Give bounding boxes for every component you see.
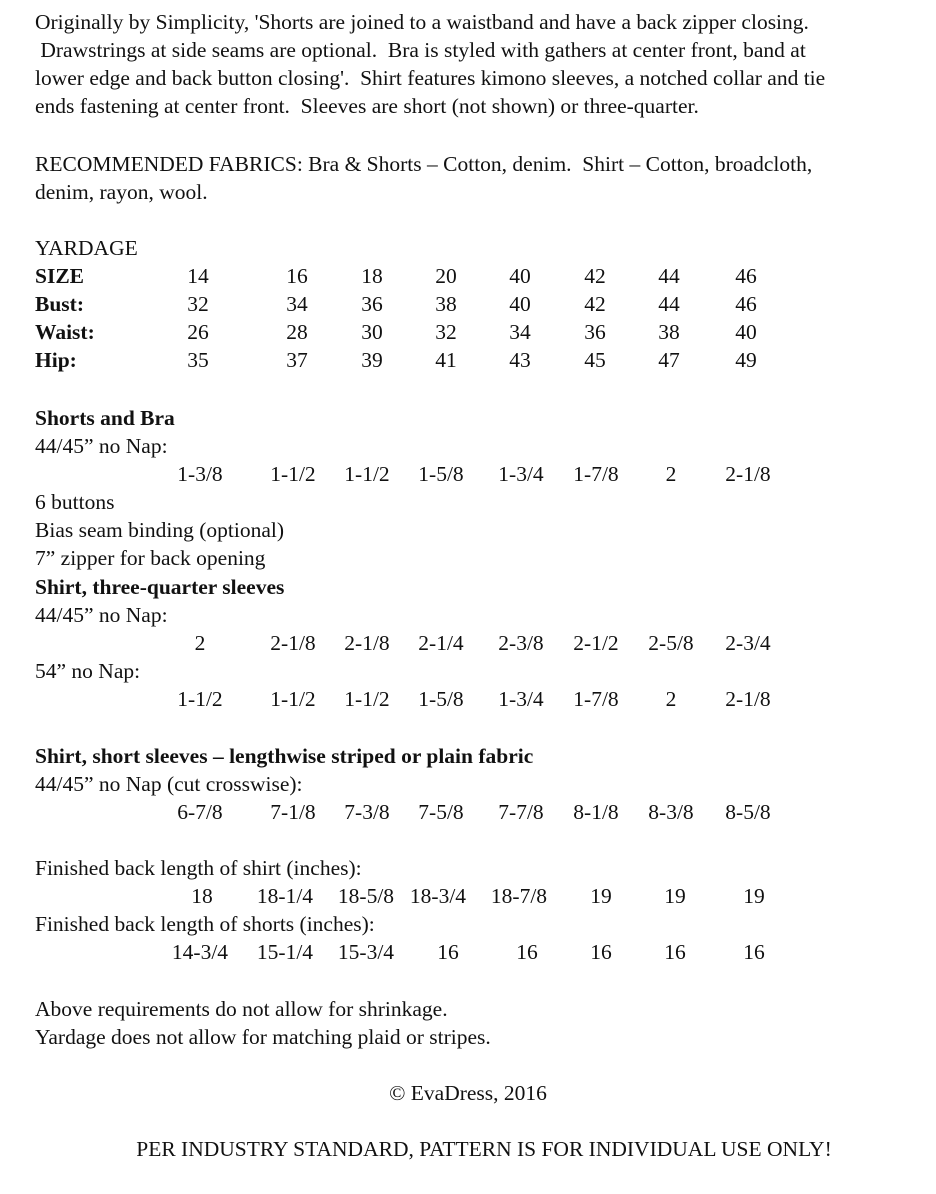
- shorts-bra-yardage: 1-5/8: [418, 462, 464, 486]
- size-table-value: 14: [187, 264, 209, 288]
- shorts-bra-yardage: 1-1/2: [270, 462, 316, 486]
- finished-shirt-length: 18-3/4: [409, 884, 467, 908]
- shirt-short-yardage: 8-3/8: [648, 800, 694, 824]
- size-table-value: 18: [361, 264, 383, 288]
- finished-shorts-length: 15-1/4: [256, 940, 314, 964]
- shirt-short-yardage: 7-5/8: [418, 800, 464, 824]
- intro-line: Originally by Simplicity, 'Shorts are joined to a waistband and have a back zipper closing.: [35, 10, 809, 34]
- intro-line: Drawstrings at side seams are optional. Bra is styled with gathers at center front, band at: [35, 38, 806, 62]
- size-table-value: 36: [361, 292, 383, 316]
- shorts-bra-yardage: 1-3/8: [177, 462, 223, 486]
- finished-shorts-label: Finished back length of shorts (inches):: [35, 912, 375, 936]
- shirt-tq-yardage-54: 2: [665, 687, 677, 711]
- finished-shorts-length: 16: [590, 940, 612, 964]
- shirt-tq-yardage-54: 2-1/8: [725, 687, 771, 711]
- size-table-value: 16: [286, 264, 308, 288]
- finished-shirt-length: 19: [664, 884, 686, 908]
- size-table-value: 35: [187, 348, 209, 372]
- shirt-tq-fabric2-label: 54” no Nap:: [35, 659, 141, 683]
- size-table-value: 37: [286, 348, 308, 372]
- size-table-value: 42: [584, 292, 606, 316]
- shirt-three-quarter-heading: Shirt, three-quarter sleeves: [35, 575, 285, 599]
- shirt-short-yardage: 6-7/8: [177, 800, 223, 824]
- size-row-label: SIZE: [35, 264, 85, 288]
- finished-shorts-length: 14-3/4: [171, 940, 229, 964]
- finished-shirt-length: 19: [743, 884, 765, 908]
- finished-shorts-length: 16: [437, 940, 459, 964]
- size-table-value: 26: [187, 320, 209, 344]
- size-table-value: 36: [584, 320, 606, 344]
- intro-line: lower edge and back button closing'. Shirt features kimono sleeves, a notched collar and tie: [35, 66, 826, 90]
- shirt-tq-yardage-54: 1-5/8: [418, 687, 464, 711]
- shirt-tq-yardage-4445: 2: [194, 631, 206, 655]
- size-table-value: 38: [658, 320, 680, 344]
- shirt-tq-yardage-54: 1-3/4: [498, 687, 544, 711]
- shirt-short-yardage: 7-1/8: [270, 800, 316, 824]
- shirt-tq-yardage-4445: 2-1/8: [344, 631, 390, 655]
- intro-line: ends fastening at center front. Sleeves are short (not shown) or three-quarter.: [35, 94, 699, 118]
- footer-notice: PER INDUSTRY STANDARD, PATTERN IS FOR INDIVIDUAL USE ONLY!: [136, 1137, 832, 1161]
- shirt-short-yardage: 7-3/8: [344, 800, 390, 824]
- shorts-bra-yardage: 1-7/8: [573, 462, 619, 486]
- shirt-short-fabric-label: 44/45” no Nap (cut crosswise):: [35, 772, 303, 796]
- shirt-tq-yardage-4445: 2-1/2: [573, 631, 619, 655]
- shorts-bra-fabric-label: 44/45” no Nap:: [35, 434, 168, 458]
- shorts-bra-yardage: 2: [665, 462, 677, 486]
- size-table-value: 34: [509, 320, 531, 344]
- shorts-bra-yardage: 1-1/2: [344, 462, 390, 486]
- shirt-tq-fabric1-label: 44/45” no Nap:: [35, 603, 168, 627]
- note-line: Above requirements do not allow for shrinkage.: [35, 997, 448, 1021]
- size-table-value: 41: [435, 348, 457, 372]
- finished-shirt-length: 18-7/8: [490, 884, 548, 908]
- copyright: © EvaDress, 2016: [389, 1081, 547, 1105]
- yardage-heading: YARDAGE: [35, 236, 138, 260]
- size-table-value: 42: [584, 264, 606, 288]
- shorts-bra-yardage: 2-1/8: [725, 462, 771, 486]
- bust-row-label: Bust:: [35, 292, 84, 316]
- size-table-value: 28: [286, 320, 308, 344]
- shirt-tq-yardage-54: 1-7/8: [573, 687, 619, 711]
- shirt-tq-yardage-4445: 2-3/8: [498, 631, 544, 655]
- size-table-value: 40: [509, 264, 531, 288]
- notion-item: 7” zipper for back opening: [35, 546, 266, 570]
- size-table-value: 47: [658, 348, 680, 372]
- finished-shorts-length: 16: [516, 940, 538, 964]
- note-line: Yardage does not allow for matching plaid or stripes.: [35, 1025, 491, 1049]
- shirt-tq-yardage-54: 1-1/2: [270, 687, 316, 711]
- hip-row-label: Hip:: [35, 348, 77, 372]
- size-table-value: 43: [509, 348, 531, 372]
- size-table-value: 44: [658, 292, 680, 316]
- finished-shorts-length: 16: [664, 940, 686, 964]
- finished-shorts-length: 15-3/4: [337, 940, 395, 964]
- size-table-value: 34: [286, 292, 308, 316]
- size-table-value: 20: [435, 264, 457, 288]
- notion-item: 6 buttons: [35, 490, 115, 514]
- size-table-value: 39: [361, 348, 383, 372]
- finished-shorts-length: 16: [743, 940, 765, 964]
- shirt-tq-yardage-54: 1-1/2: [344, 687, 390, 711]
- size-table-value: 49: [735, 348, 757, 372]
- shirt-short-yardage: 8-5/8: [725, 800, 771, 824]
- size-table-value: 32: [435, 320, 457, 344]
- size-table-value: 32: [187, 292, 209, 316]
- size-table-value: 45: [584, 348, 606, 372]
- finished-shirt-length: 18-1/4: [256, 884, 314, 908]
- fabrics-line: denim, rayon, wool.: [35, 180, 208, 204]
- finished-shirt-label: Finished back length of shirt (inches):: [35, 856, 362, 880]
- finished-shirt-length: 18: [191, 884, 213, 908]
- shirt-short-yardage: 7-7/8: [498, 800, 544, 824]
- size-table-value: 40: [735, 320, 757, 344]
- shorts-bra-heading: Shorts and Bra: [35, 406, 175, 430]
- size-table-value: 38: [435, 292, 457, 316]
- shirt-short-heading: Shirt, short sleeves – lengthwise striped or plain fabric: [35, 744, 534, 768]
- size-table-value: 46: [735, 264, 757, 288]
- size-table-value: 30: [361, 320, 383, 344]
- waist-row-label: Waist:: [35, 320, 95, 344]
- size-table-value: 44: [658, 264, 680, 288]
- fabrics-line: RECOMMENDED FABRICS: Bra & Shorts – Cotton, denim. Shirt – Cotton, broadcloth,: [35, 152, 813, 176]
- shirt-tq-yardage-54: 1-1/2: [177, 687, 223, 711]
- shirt-tq-yardage-4445: 2-1/4: [418, 631, 464, 655]
- size-table-value: 46: [735, 292, 757, 316]
- shirt-short-yardage: 8-1/8: [573, 800, 619, 824]
- shirt-tq-yardage-4445: 2-5/8: [648, 631, 694, 655]
- shirt-tq-yardage-4445: 2-1/8: [270, 631, 316, 655]
- shorts-bra-yardage: 1-3/4: [498, 462, 544, 486]
- finished-shirt-length: 19: [590, 884, 612, 908]
- finished-shirt-length: 18-5/8: [337, 884, 395, 908]
- size-table-value: 40: [509, 292, 531, 316]
- notion-item: Bias seam binding (optional): [35, 518, 285, 542]
- shirt-tq-yardage-4445: 2-3/4: [725, 631, 771, 655]
